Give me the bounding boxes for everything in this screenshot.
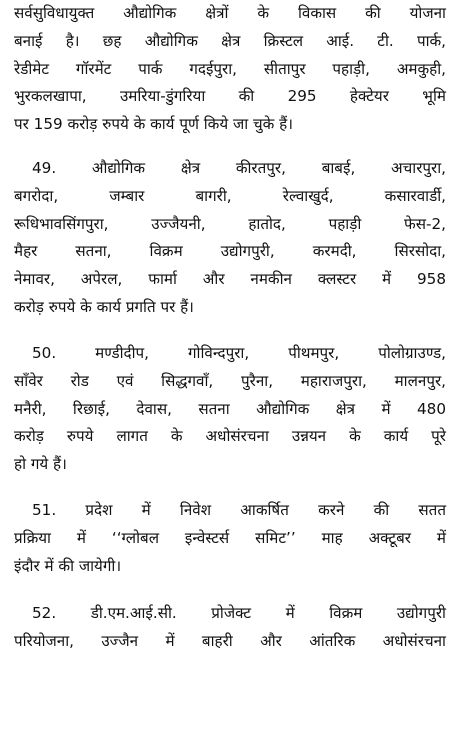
text-line: साँवेर रोड एवं सिद्धगवाँ, पुरैना, महाराजपुरा, मालनपुर, [14, 371, 446, 390]
text-line: 49. औद्योगिक क्षेत्र कीरतपुर, बाबई, अचारपुरा, [32, 159, 446, 177]
text-line: बनाई है। छह औद्योगिक क्षेत्र क्रिस्टल आई. टी. पार्क, [14, 31, 446, 50]
text-line: इंदौर में की जायेगी। [14, 556, 122, 575]
text-line: मैहर सतना, विक्रम उद्योगपुरी, करमदी, सिरसोदा, [14, 242, 446, 261]
text-line: 52. डी.एम.आई.सी. प्रोजेक्ट में विक्रम उद्योगपुरी [32, 604, 446, 622]
text-line: बगरोदा, जम्बार बागरी, रेल्वाखुर्द, कसारवार्डी, [14, 186, 446, 205]
text-line: सर्वसुविधायुक्त औद्योगिक क्षेत्रों के विकास की योजना [14, 4, 446, 22]
text-line: 50. मण्डीदीप, गोविन्दपुरा, पीथमपुर, पोलोग्राउण्ड, [32, 344, 446, 362]
paragraph-50 [14, 340, 446, 479]
paragraph-49 [14, 155, 446, 322]
text-line: 51. प्रदेश में निवेश आकर्षित करने की सतत [32, 501, 446, 519]
paragraph-52 [14, 600, 446, 656]
text-line: करोड़ रुपये के कार्य प्रगति पर हैं। [14, 297, 194, 316]
text-line: परियोजना, उज्जैन में बाहरी और आंतरिक अधोसंरचना [14, 631, 446, 650]
text-line: भुरकलखापा, उमरिया-डुंगरिया की 295 हेक्टेयर भूमि [14, 87, 446, 106]
paragraph-intro [14, 0, 446, 139]
text-line: पर 159 करोड़ रुपये के कार्य पूर्ण किये जा चुके हैं। [14, 115, 293, 134]
text-line: नेमावर, अपेरल, फार्मा और नमकीन क्लस्टर में 958 [14, 270, 446, 289]
text-line: रूधिभावसिंगपुरा, उज्जैयनी, हातोद, पहाड़ी फेस-2, [14, 214, 446, 233]
text-line: हो गये हैं। [14, 455, 67, 474]
text-line: रेडीमेट गॉरमेंट पार्क गदईपुरा, सीतापुर पहाड़ी, अमकुही, [14, 59, 446, 78]
text-line: प्रक्रिया में ‘‘ग्लोबल इन्वेस्टर्स समिट’’ माह अक्टूबर में [14, 528, 446, 547]
text-line: मनैरी, रिछाई, देवास, सतना औद्योगिक क्षेत्र में 480 [14, 399, 446, 418]
paragraph-51 [14, 497, 446, 580]
text-line: करोड़ रुपये लागत के अधोसंरचना उन्नयन के कार्य पूरे [14, 427, 446, 446]
